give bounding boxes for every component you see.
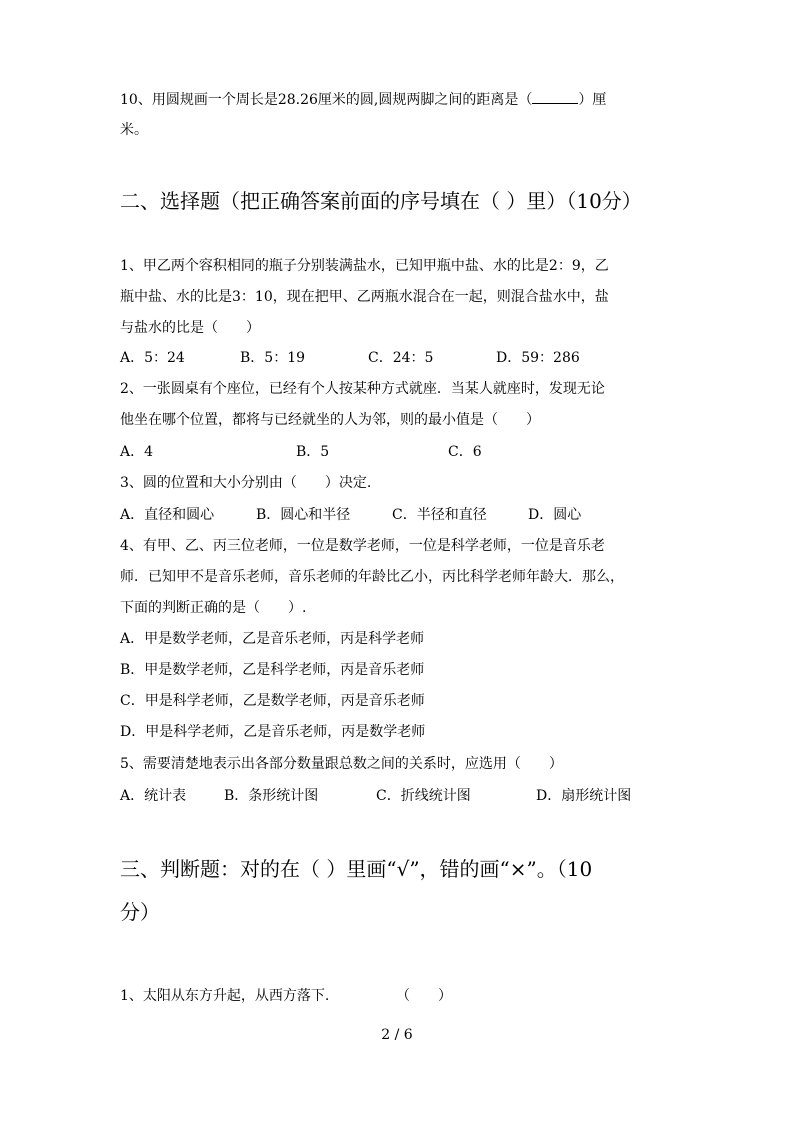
question-3-option-b[interactable]: B．圆心和半径 (256, 507, 351, 523)
section-2-heading: 二、选择题（把正确答案前面的序号填在（ ）里）（10分） (120, 189, 642, 213)
question-5-option-a[interactable]: A．统计表 (120, 788, 187, 804)
question-1-line: 与盐水的比是（ ） (120, 320, 260, 336)
question-5-line: 5、需要清楚地表示出各部分数量跟总数之间的关系时，应选用（ ） (120, 756, 563, 772)
question-4-option-b[interactable]: B．甲是数学老师，乙是科学老师，丙是音乐老师 (120, 662, 425, 678)
question-5-option-d[interactable]: D．扇形统计图 (536, 788, 632, 804)
fill-question-10-unit: ）厘 (578, 92, 607, 108)
question-4-line: 4、有甲、乙、丙三位老师，一位是数学老师，一位是科学老师，一位是音乐老 (120, 538, 605, 554)
question-4-option-c[interactable]: C．甲是科学老师，乙是数学老师，丙是音乐老师 (120, 693, 425, 709)
question-2-option-a[interactable]: A．4 (120, 444, 154, 460)
question-2-option-c[interactable]: C．6 (448, 444, 482, 460)
question-1-line: 1、甲乙两个容积相同的瓶子分别装满盐水，已知甲瓶中盐、水的比是2：9，乙 (120, 258, 609, 274)
section-3-heading-cont: 分） (120, 900, 160, 924)
question-1-line: 瓶中盐、水的比是3：10，现在把甲、乙两瓶水混合在一起，则混合盐水中，盐 (120, 289, 609, 305)
fill-question-10-line1 (120, 90, 606, 110)
question-3-option-c[interactable]: C．半径和直径 (392, 507, 487, 523)
question-3-line: 3、圆的位置和大小分别由（ ）决定. (120, 475, 372, 491)
question-5-option-b[interactable]: B．条形统计图 (224, 788, 319, 804)
question-1-option-a[interactable]: A．5：24 (120, 350, 185, 366)
fill-question-10-text: 10、用圆规画一个周长是28.26厘米的圆,圆规两脚之间的距离是（ (120, 92, 533, 108)
judge-question-1: 1、太阳从东方升起，从西方落下. (120, 988, 330, 1004)
answer-blank[interactable] (532, 91, 578, 104)
page-number: 2 / 6 (381, 1027, 413, 1043)
section-3-heading: 三、判断题：对的在（ ）里画“√”，错的画“×”。（10 (120, 857, 593, 881)
question-4-line: 师．已知甲不是音乐老师，音乐老师的年龄比乙小，丙比科学老师年龄大．那么， (120, 569, 624, 585)
fill-question-10-line2: 米。 (120, 122, 148, 138)
question-1-option-c[interactable]: C．24：5 (368, 350, 434, 366)
question-3-option-a[interactable]: A．直径和圆心 (120, 507, 215, 523)
question-4-option-d[interactable]: D．甲是科学老师，乙是音乐老师，丙是数学老师 (120, 724, 426, 740)
question-2-option-b[interactable]: B．5 (296, 444, 330, 460)
question-5-option-c[interactable]: C．折线统计图 (376, 788, 471, 804)
question-4-option-a[interactable]: A．甲是数学老师，乙是音乐老师，丙是科学老师 (120, 631, 425, 647)
judge-answer-parens[interactable]: （ ） (396, 988, 452, 1004)
question-4-line: 下面的判断正确的是（ ）. (120, 600, 307, 616)
question-3-option-d[interactable]: D．圆心 (528, 507, 582, 523)
question-2-line: 2、一张圆桌有个座位，已经有个人按某种方式就座．当某人就座时，发现无论 (120, 381, 605, 397)
question-2-line: 他坐在哪个位置，都将与已经就坐的人为邻，则的最小值是（ ） (120, 412, 540, 428)
question-1-option-d[interactable]: D．59：286 (496, 350, 580, 366)
question-1-option-b[interactable]: B．5：19 (240, 350, 306, 366)
